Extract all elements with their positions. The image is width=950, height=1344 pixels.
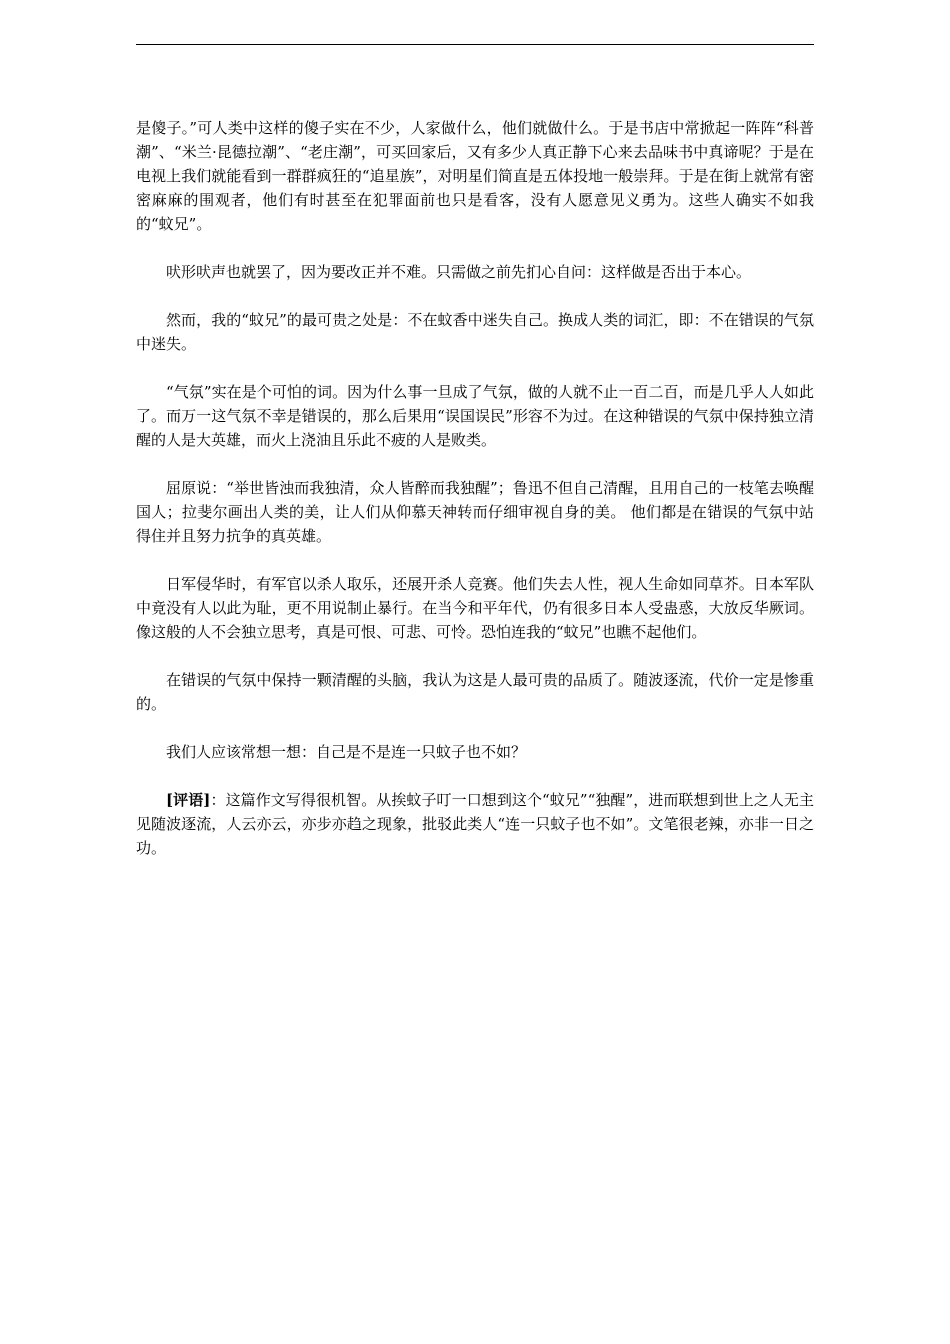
document-body <box>136 116 814 884</box>
comment-text: ：这篇作文写得很机智。从挨蚊子叮一口想到这个“蚊兄”“独醒”，进而联想到世上之人无主见随波逐流，人云亦云，亦步亦趋之现象，批驳此类人“连一只蚊子也不如”。文笔很老辣，亦非一日之功。 <box>136 791 814 857</box>
teacher-comment <box>136 788 814 860</box>
paragraph-imitation: 吠形吠声也就罢了，因为要改正并不难。只需做之前先扪心自问：这样做是否出于本心。 <box>166 263 752 281</box>
paragraph-mosquito-virtue: 然而，我的“蚊兄”的最可贵之处是：不在蚊香中迷失自己。换成人类的词汇，即：不在错误的气氛中迷失。 <box>136 311 814 353</box>
paragraph-continuation: 是傻子。”可人类中这样的傻子实在不少，人家做什么，他们就做什么。于是书店中常掀起一阵阵“科普潮”、“米兰·昆德拉潮”、“老庄潮”，可买回家后，又有多少人真正静下心来去品味书中真谛呢？于是在电视上我们就能看到一群群疯狂的“追星族”，对明星们简直是五体投地一般崇拜。于是在街上就常有密密麻麻的围观者，他们有时甚至在犯罪面前也只是看客，没有人愿意见义勇为。这些人确实不如我的“蚊兄”。 <box>136 119 814 233</box>
paragraph-heroes: 屈原说：“举世皆浊而我独清，众人皆醉而我独醒”；鲁迅不但自己清醒，且用自己的一枝笔去唤醒国人；拉斐尔画出人类的美，让人们从仰慕天神转而仔细审视自身的美。 他们都是在错误的气氛中站得住并且努力抗争的真英雄。 <box>136 479 814 545</box>
paragraph-reflection: 我们人应该常想一想：自己是不是连一只蚊子也不如？ <box>166 743 527 761</box>
paragraph-conclusion: 在错误的气氛中保持一颗清醒的头脑，我认为这是人最可贵的品质了。随波逐流，代价一定是惨重的。 <box>136 671 814 713</box>
header-rule <box>136 44 814 45</box>
paragraph-atmosphere: “气氛”实在是个可怕的词。因为什么事一旦成了气氛，做的人就不止一百二百，而是几乎人人如此了。而万一这气氛不幸是错误的，那么后果用“误国误民”形容不为过。在这种错误的气氛中保持独立清醒的人是大英雄，而火上浇油且乐此不疲的人是败类。 <box>136 383 814 449</box>
comment-label: [评语] <box>166 791 211 809</box>
paragraph-history: 日军侵华时，有军官以杀人取乐，还展开杀人竞赛。他们失去人性，视人生命如同草芥。日本军队中竟没有人以此为耻，更不用说制止暴行。在当今和平年代，仍有很多日本人受蛊惑，大放反华厥词。像这般的人不会独立思考，真是可恨、可悲、可怜。恐怕连我的“蚊兄”也瞧不起他们。 <box>136 575 814 641</box>
